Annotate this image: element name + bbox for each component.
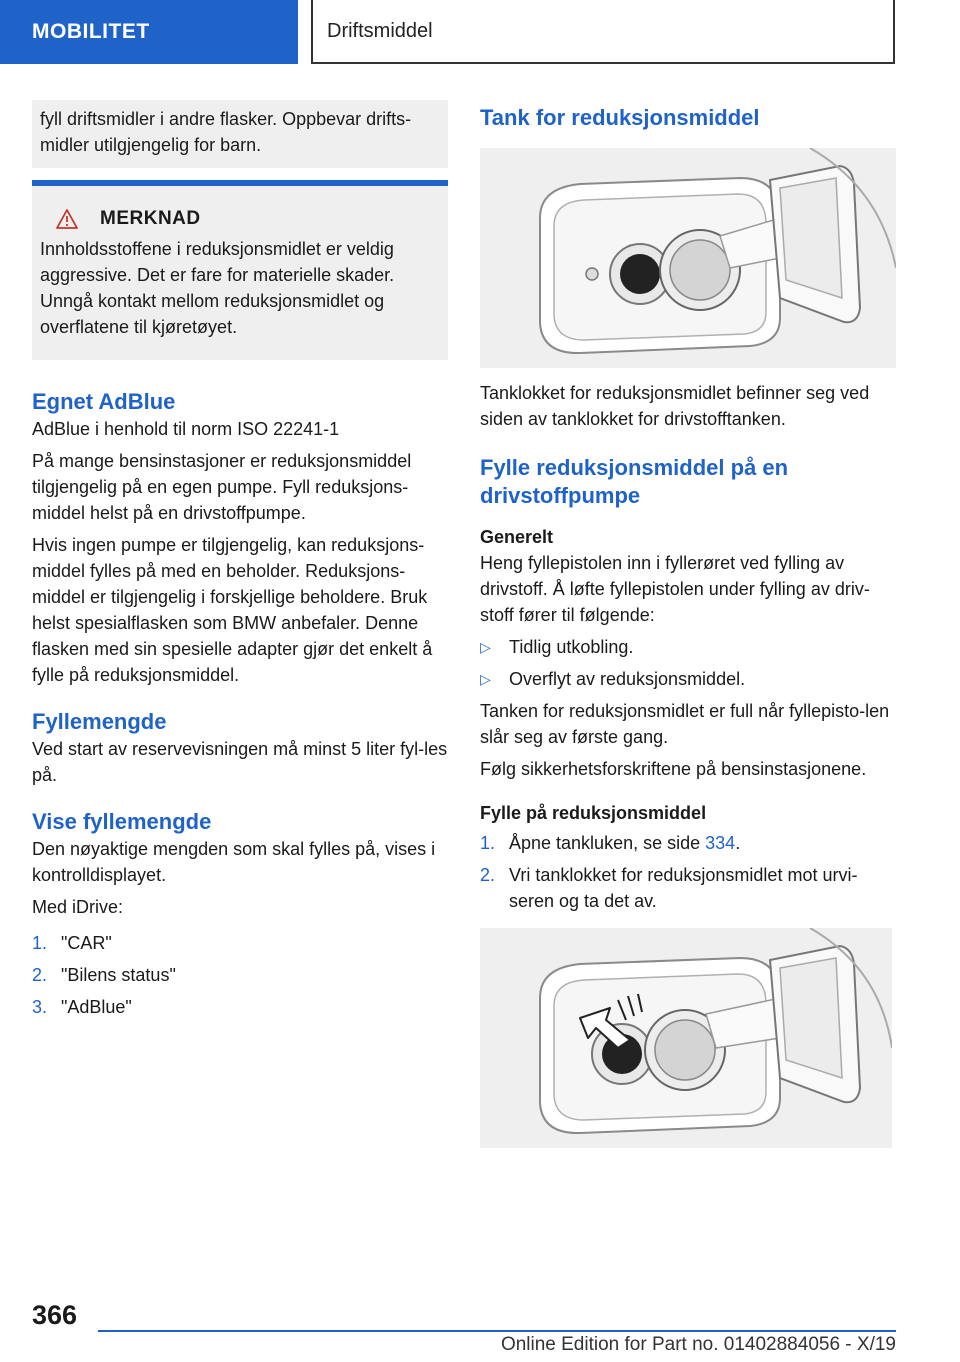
list-item	[480, 634, 896, 660]
list-item	[480, 830, 896, 856]
step-number: 1.	[480, 833, 496, 853]
note-box	[32, 180, 448, 360]
tank-heading: Tank for reduksjonsmiddel	[480, 105, 760, 130]
fyllemengde-heading: Fyllemengde	[32, 709, 167, 734]
step1-text: Åpne tankluken, se side	[509, 833, 706, 853]
consequence-list	[480, 634, 896, 692]
egnet-p2: På mange bensinstasjoner er reduksjonsmiddel tilgjengelig på en egen pumpe. Fyll reduksjons-middel helst på en drivstoffpumpe.	[32, 451, 412, 523]
left-column	[32, 100, 448, 1026]
page-link[interactable]: 334	[705, 833, 736, 853]
fylle-p1: Heng fyllepistolen inn i fyllerøret ved fylling av drivstoff. Å løfte fyllepistolen under fylling av driv-stoff fører til følgende:	[480, 553, 870, 625]
fill-steps	[480, 830, 896, 914]
note-text: Innholdsstoffene i reduksjonsmidlet er veldig aggressive. Det er fare for materielle skader. Unngå kontakt mellom reduksjonsmidlet og overflatene til kjøretøyet.	[40, 239, 395, 337]
fylle-sub-heading: Fylle på reduksjonsmiddel	[480, 803, 707, 823]
step-text: "Bilens status"	[61, 965, 176, 985]
list-item	[480, 666, 896, 692]
vise-p2: Med iDrive:	[32, 897, 124, 917]
fyllemengde-text: Ved start av reservevisningen må minst 5 liter fyl-les på.	[32, 739, 448, 785]
egnet-p3: Hvis ingen pumpe er tilgjengelig, kan reduksjons-middel fylles på med en beholder. Reduksjons-middel er tilgjengelig i forskjellige beholdere. Bruk helst spesialflasken som BMW anbefaler. Denne flasken med sin spesielle adapter gjør det enkelt å fylle på reduksjonsmiddel.	[32, 535, 433, 685]
step-text: Vri tanklokket for reduksjonsmidlet mot urvi-seren og ta det av.	[509, 865, 858, 911]
cap-rotate-image	[480, 928, 892, 1148]
edition-text: Online Edition for Part no. 01402884056 - X/19	[500, 1334, 896, 1355]
list-item	[480, 862, 896, 914]
vise-section	[32, 808, 448, 1020]
bullet-text: Overflyt av reduksjonsmiddel.	[509, 669, 746, 689]
note-title: MERKNAD	[100, 208, 201, 229]
intro-box	[32, 100, 448, 168]
tank-text: Tanklokket for reduksjonsmidlet befinner seg ved siden av tanklokket for drivstofftanken.	[480, 383, 870, 429]
triangle-right-icon: ▷	[480, 639, 491, 655]
generelt-heading: Generelt	[480, 527, 554, 547]
step-text: "CAR"	[61, 933, 112, 953]
step-text	[509, 830, 740, 856]
step-number: 2.	[480, 865, 496, 885]
fylle-heading: Fylle reduksjonsmiddel på en drivstoffpumpe	[480, 455, 789, 508]
idrive-steps	[32, 930, 448, 1020]
egnet-p1: AdBlue i henhold til norm ISO 22241-1	[32, 419, 340, 439]
footer-divider	[98, 1330, 896, 1332]
step-text: "AdBlue"	[61, 997, 132, 1017]
fyllemengde-section	[32, 708, 448, 788]
fylle-p3: Følg sikkerhetsforskriftene på bensinstasjonene.	[480, 759, 867, 779]
note-header	[40, 208, 440, 230]
list-item	[32, 994, 448, 1020]
tank-cap-image	[480, 148, 896, 368]
step-number: 2.	[32, 965, 48, 985]
egnet-section	[32, 388, 448, 688]
section-tab: MOBILITET	[0, 0, 298, 64]
chapter-title	[311, 0, 895, 64]
egnet-heading: Egnet AdBlue	[32, 389, 176, 414]
vise-heading: Vise fyllemengde	[32, 809, 212, 834]
step-number: 1.	[32, 933, 48, 953]
list-item	[32, 930, 448, 956]
bullet-text: Tidlig utkobling.	[509, 637, 634, 657]
right-column	[480, 100, 896, 1148]
vise-p1: Den nøyaktige mengden som skal fylles på, vises i kontrolldisplayet.	[32, 839, 436, 885]
fylle-p2: Tanken for reduksjonsmidlet er full når fyllepisto-len slår seg av første gang.	[480, 701, 890, 747]
tank-cap-illustration	[480, 148, 896, 368]
step-number: 3.	[32, 997, 48, 1017]
list-item	[32, 962, 448, 988]
chapter-title-text: Driftsmiddel	[327, 19, 433, 42]
step1-end: .	[735, 833, 741, 853]
warning-triangle-icon	[56, 209, 78, 229]
cap-rotate-illustration	[480, 928, 892, 1148]
page-number: 366	[32, 1300, 78, 1330]
triangle-right-icon: ▷	[480, 671, 491, 687]
intro-text: fyll driftsmidler i andre flasker. Oppbevar drifts-midler utilgjengelig for barn.	[40, 109, 412, 155]
